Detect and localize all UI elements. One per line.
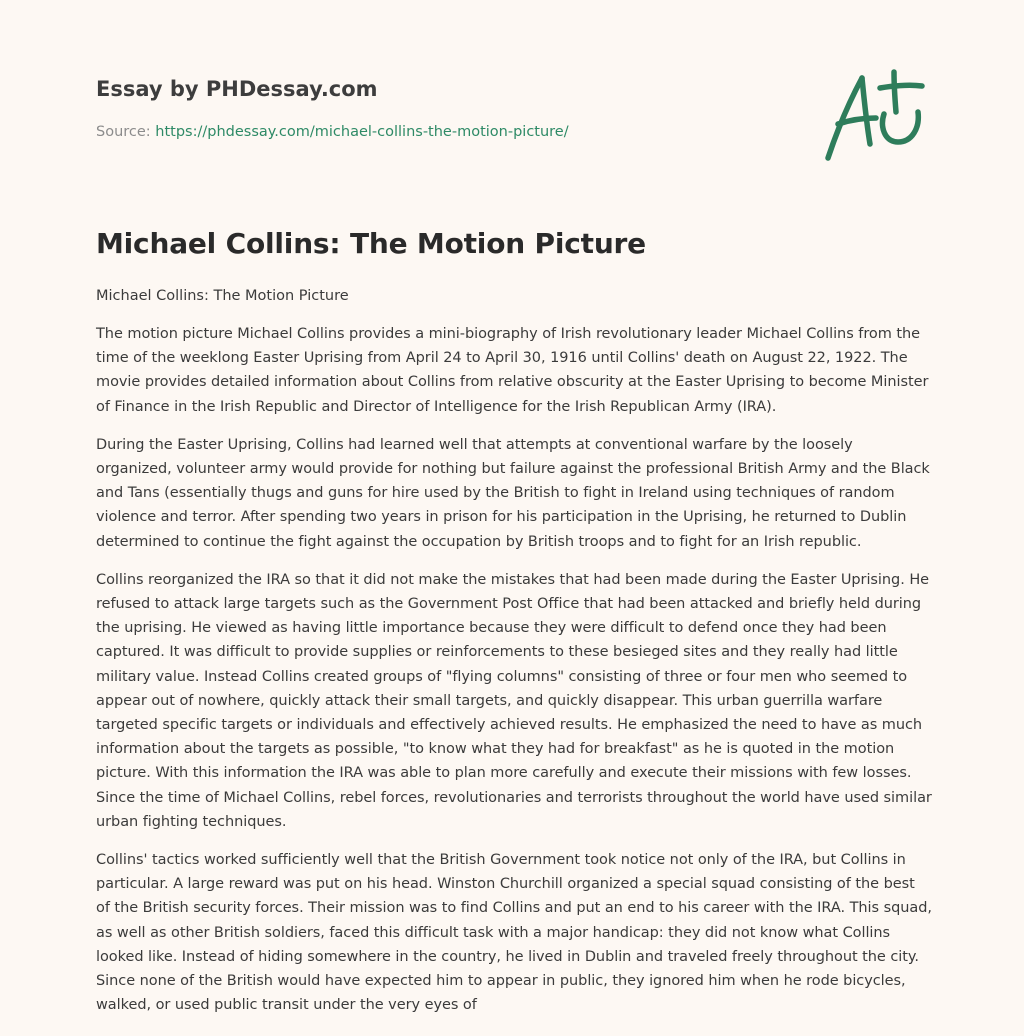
- page-header: [96, 74, 696, 142]
- essay-paragraph: During the Easter Uprising, Collins had learned well that attempts at conventional warfare by the loosely organized, volunteer army would provide for nothing but failure against the professional British Army and the Black and Tans (essentially thugs and guns for hire used by the British to fight in Ireland using techniques of random violence and terror. After spending two years in prison for his participation in the Uprising, he returned to Dublin determined to continue the fight against the occupation by British troops and to fight for an Irish republic.: [96, 436, 930, 550]
- essay-subtitle: Michael Collins: The Motion Picture: [96, 288, 349, 304]
- site-title: Essay by PHDessay.com: [96, 77, 378, 101]
- essay-paragraph: Collins' tactics worked sufficiently well that the British Government took notice not only of the IRA, but Collins in particular. A large reward was put on his head. Winston Churchill organized a special squad consisting of the best of the British security forces. Their mission was to find Collins and put an end to his career with the IRA. This squad, as well as other British soldiers, faced this difficult task with a major handicap: they did not know what Collins looked like. Instead of hiding somewhere in the country, he lived in Dublin and traveled freely throughout the city. Since none of the British would have expected him to appear in public, they ignored him when he rode bicycles, walked, or used public transit under the very eyes of: [96, 852, 932, 1014]
- essay-content: [96, 222, 932, 1017]
- source-label: Source:: [96, 124, 156, 140]
- source-line: [96, 122, 696, 142]
- essay-paragraph: The motion picture Michael Collins provides a mini-biography of Irish revolutionary leader Michael Collins from the time of the weeklong Easter Uprising from April 24 to April 30, 1916 until Collins' death on August 22, 1922. The movie provides detailed information about Collins from relative obscurity at the Easter Uprising to become Minister of Finance in the Irish Republic and Director of Intelligence for the Irish Republican Army (IRA).: [96, 326, 929, 415]
- essay-paragraph: Collins reorganized the IRA so that it did not make the mistakes that had been made during the Easter Uprising. He refused to attack large targets such as the Government Post Office that had been attacked and briefly held during the uprising. He viewed as having little importance because they were difficult to defend once they had been captured. It was difficult to provide supplies or reinforcements to these besieged sites and they really had little military value. Instead Collins created groups of "flying columns" consisting of three or four men who seemed to appear out of nowhere, quickly attack their small targets, and quickly disappear. This urban guerrilla warfare targeted specific targets or individuals and effectively achieved results. He emphasized the need to have as much information about the targets as possible, "to know what they had for breakfast" as he is quoted in the motion picture. With this information the IRA was able to plan more carefully and execute their missions with few losses. Since the time of Michael Collins, rebel forces, revolutionaries and terrorists throughout the world have used similar urban fighting techniques.: [96, 571, 932, 830]
- essay-title: Michael Collins: The Motion Picture: [96, 227, 646, 260]
- source-link[interactable]: https://phdessay.com/michael-collins-the-motion-picture/: [155, 124, 569, 140]
- a-plus-grade-icon: [818, 64, 930, 168]
